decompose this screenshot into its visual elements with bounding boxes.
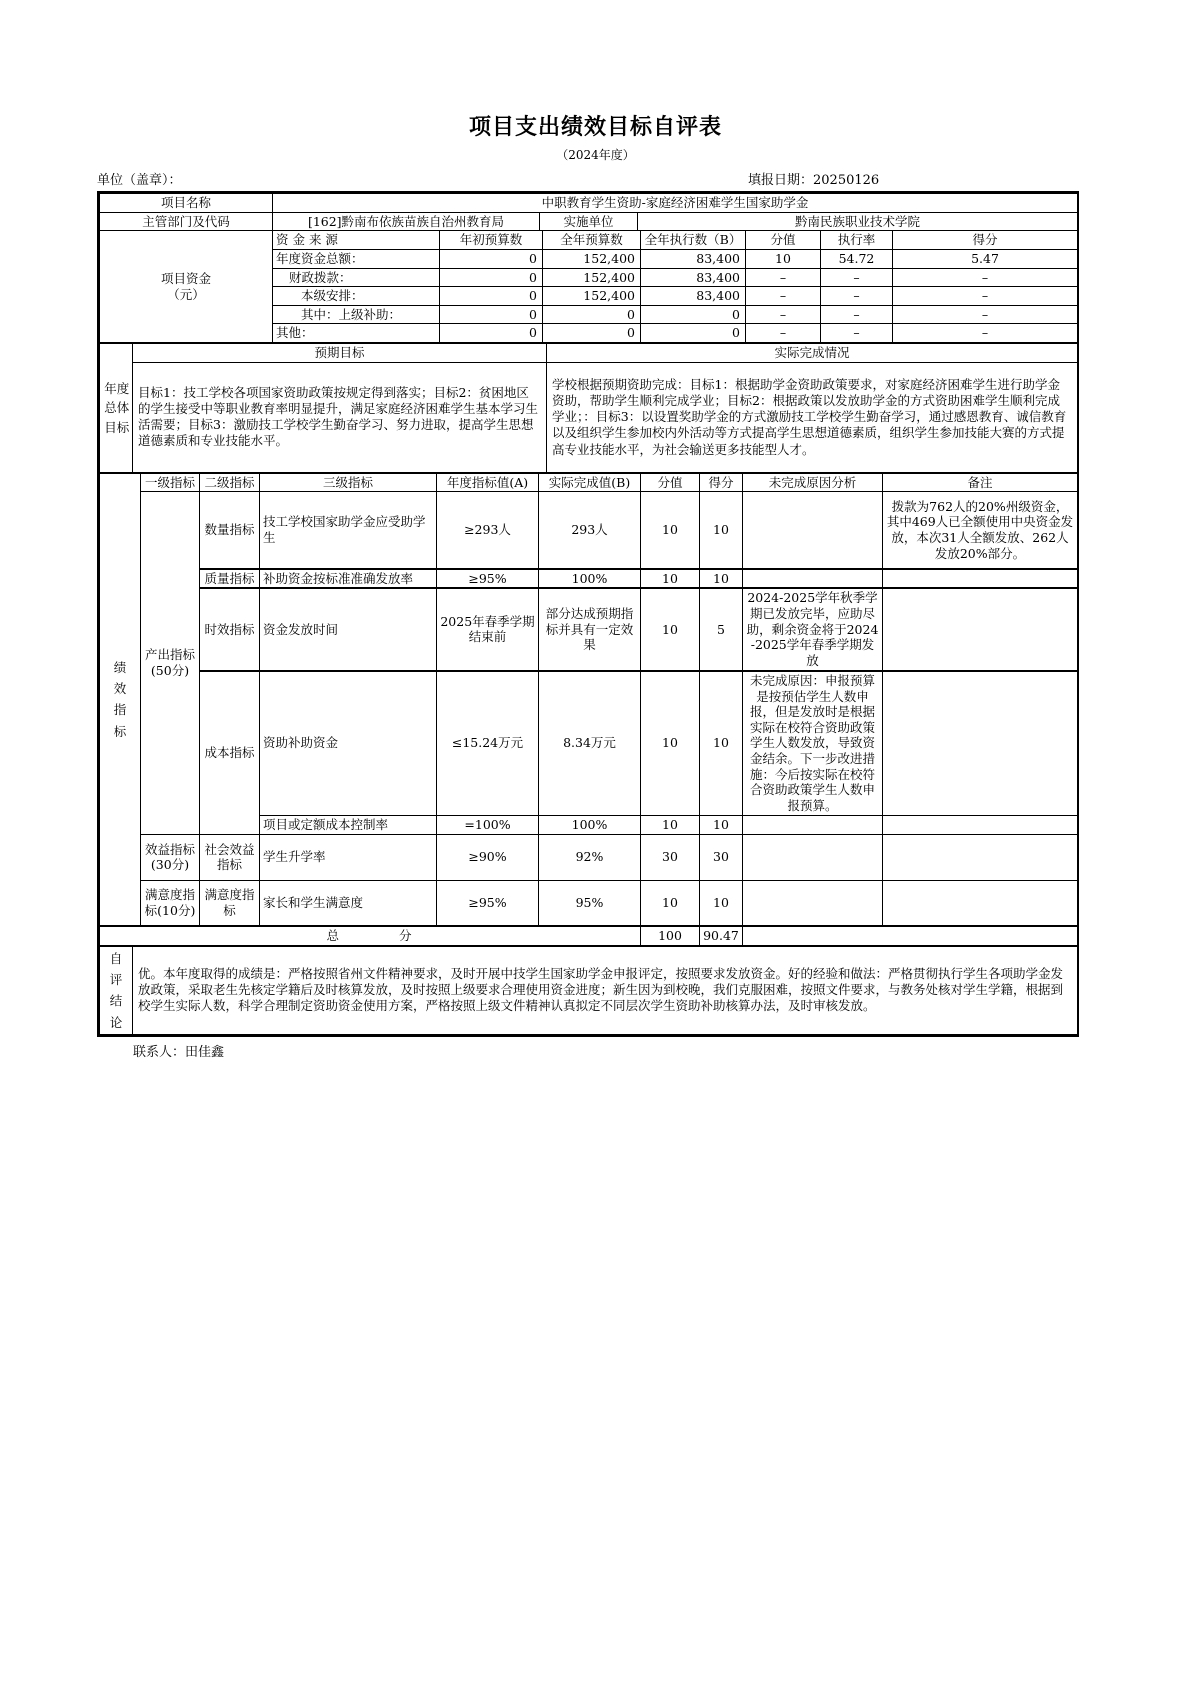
score-cell: 10: [700, 492, 743, 569]
header-target: 年度指标值(A): [437, 473, 539, 492]
actual-cell: 100%: [539, 569, 641, 589]
level3-cell: 项目或定额成本控制率: [260, 816, 437, 835]
funding-initial: 0: [440, 305, 543, 324]
conclusion-text: 优。本年度取得的成绩是：严格按照省州文件精神要求，及时开展中技学生国家助学金申报评定，按照要求发放资金。好的经验和做法：严格贯彻执行学生各项助学金发放政策，采取老生先核定学籍后及时核算发放，及时按照上级要求合理使用资金进度；新生因为到校晚，我们克服困难，按照文件要求，与教务处核对学生学籍，根据到校学生实际人数，科学合理制定资助资金使用方案，严格按照上级文件精神认真拟定不同层次学生资助补助核算办法，及时审核发放。: [133, 946, 1078, 1035]
annual-goals-group-label: [100, 343, 133, 472]
department-label: 主管部门及代码: [100, 212, 273, 231]
actual-cell: 100%: [539, 816, 641, 835]
funding-annual: 0: [543, 324, 641, 343]
target-cell: ≥95%: [437, 880, 539, 926]
page-subtitle: （2024年度）: [556, 148, 635, 162]
header-note: 备注: [883, 473, 1078, 492]
reason-cell: [743, 816, 883, 835]
funding-rate: –: [821, 305, 893, 324]
funding-executed: 83,400: [641, 268, 746, 287]
indicators-table: [99, 472, 1078, 946]
funding-rate: –: [821, 287, 893, 306]
score-cell: 10: [700, 816, 743, 835]
funding-score: –: [893, 287, 1078, 306]
header-level2: 二级指标: [200, 473, 260, 492]
expected-goal-text: 目标1：技工学校各项国家资助政策按规定得到落实；目标2：贫困地区的学生接受中等职业教育率明显提升，满足家庭经济困难学生基本学习生活需要；目标3：激励技工学校学生勤奋学习、努力进取，提高学生思想道德素质和专业技能水平。: [133, 362, 547, 472]
annual-goals-group-text: 年度总体目标: [104, 380, 130, 435]
note-cell: [883, 569, 1078, 589]
weight-cell: 10: [641, 588, 700, 670]
funding-weight: –: [746, 287, 821, 306]
weight-cell: 10: [641, 880, 700, 926]
weight-cell: 10: [641, 492, 700, 569]
level3-cell: 技工学校国家助学金应受助学生: [260, 492, 437, 569]
weight-cell: 10: [641, 671, 700, 816]
page-title: 项目支出绩效目标自评表: [468, 115, 722, 140]
reason-cell: [743, 834, 883, 880]
funding-executed: 83,400: [641, 249, 746, 268]
funding-annual: 152,400: [543, 268, 641, 287]
weight-cell: 10: [641, 569, 700, 589]
indicators-group-text: 绩效指标: [113, 659, 127, 739]
level1-satisfaction: 满意度指标(10分): [141, 880, 200, 926]
indicator-row: [100, 671, 1078, 816]
header-reason: 未完成原因分析: [743, 473, 883, 492]
funding-score: 5.47: [893, 249, 1078, 268]
level3-cell: 学生升学率: [260, 834, 437, 880]
weight-cell: 10: [641, 816, 700, 835]
funding-score: –: [893, 305, 1078, 324]
note-cell: [883, 816, 1078, 835]
total-empty-cell: [743, 926, 1078, 945]
funding-executed: 83,400: [641, 287, 746, 306]
target-cell: ≥90%: [437, 834, 539, 880]
funding-rate: –: [821, 268, 893, 287]
header-level3: 三级指标: [260, 473, 437, 492]
level2-cell: 成本指标: [200, 671, 260, 835]
target-cell: ≤15.24万元: [437, 671, 539, 816]
level3-cell: 补助资金按标准准确发放率: [260, 569, 437, 589]
conclusion-group-text: 自评结论: [109, 950, 123, 1030]
unit-seal-label: 单位（盖章）：: [97, 173, 182, 188]
funding-header-score: 得分: [893, 231, 1078, 250]
funding-header-executed: 全年执行数（B）: [641, 231, 746, 250]
indicators-group-label: [100, 473, 141, 927]
level1-benefit: 效益指标(30分): [141, 834, 200, 880]
level3-cell: 资金发放时间: [260, 588, 437, 670]
implementing-unit-value: 黔南民族职业技术学院: [638, 212, 1078, 231]
funding-header-weight: 分值: [746, 231, 821, 250]
conclusion-table: [99, 945, 1078, 1035]
funding-initial: 0: [440, 287, 543, 306]
indicator-row: [100, 588, 1078, 670]
funding-executed: 0: [641, 324, 746, 343]
actual-cell: 92%: [539, 834, 641, 880]
actual-cell: 部分达成预期指标并具有一定效果: [539, 588, 641, 670]
score-cell: 10: [700, 569, 743, 589]
funding-initial: 0: [440, 324, 543, 343]
funding-source: 本级安排：: [273, 287, 440, 306]
reason-cell: [743, 880, 883, 926]
funding-table: [99, 230, 1078, 343]
total-label: 总 分: [100, 926, 641, 945]
note-cell: [883, 588, 1078, 670]
score-cell: 30: [700, 834, 743, 880]
actual-completion-header: 实际完成情况: [547, 343, 1078, 362]
funding-header-annual: 全年预算数: [543, 231, 641, 250]
funding-group-label-line2: （元）: [167, 286, 205, 302]
header-weight: 分值: [641, 473, 700, 492]
indicator-row: [100, 492, 1078, 569]
level2-cell: 数量指标: [200, 492, 260, 569]
total-row: [100, 926, 1078, 945]
indicator-row: [100, 880, 1078, 926]
total-score: 90.47: [700, 926, 743, 945]
funding-rate: –: [821, 324, 893, 343]
level3-cell: 家长和学生满意度: [260, 880, 437, 926]
level2-cell: 时效指标: [200, 588, 260, 670]
note-cell: 拨款为762人的20%州级资金，其中469人已全额使用中央资金发放，本次31人全额发放、262人发放20%部分。: [883, 492, 1078, 569]
target-cell: =100%: [437, 816, 539, 835]
annual-goals-table: [99, 342, 1078, 473]
target-cell: 2025年春季学期结束前: [437, 588, 539, 670]
header-score: 得分: [700, 473, 743, 492]
level2-cell: 质量指标: [200, 569, 260, 589]
funding-annual: 152,400: [543, 287, 641, 306]
actual-cell: 95%: [539, 880, 641, 926]
funding-initial: 0: [440, 268, 543, 287]
reason-cell: [743, 492, 883, 569]
level2-cell: 社会效益指标: [200, 834, 260, 880]
funding-group-label: [100, 231, 273, 343]
actual-cell: 293人: [539, 492, 641, 569]
note-cell: [883, 834, 1078, 880]
funding-weight: 10: [746, 249, 821, 268]
funding-header-source: 资 金 来 源: [273, 231, 440, 250]
funding-initial: 0: [440, 249, 543, 268]
form-table: [97, 191, 1079, 1037]
level1-output: 产出指标(50分): [141, 492, 200, 834]
project-name-label: 项目名称: [100, 194, 273, 213]
funding-annual: 152,400: [543, 249, 641, 268]
actual-cell: 8.34万元: [539, 671, 641, 816]
indicator-row: [100, 569, 1078, 589]
funding-score: –: [893, 268, 1078, 287]
project-name-value: 中职教育学生资助-家庭经济困难学生国家助学金: [273, 194, 1078, 213]
funding-rate: 54.72: [821, 249, 893, 268]
funding-group-label-line1: 项目资金: [160, 271, 211, 286]
reason-cell: 2024-2025学年秋季学期已发放完毕，应助尽助，剩余资金将于2024-2025学年春季学期发放: [743, 588, 883, 670]
funding-score: –: [893, 324, 1078, 343]
target-cell: ≥95%: [437, 569, 539, 589]
reason-cell: 未完成原因：申报预算是按预估学生人数申报，但是发放时是根据实际在校符合资助政策学生人数发放，导致资金结余。下一步改进措施：今后按实际在校符合资助政策学生人数申报预算。: [743, 671, 883, 816]
expected-goal-header: 预期目标: [133, 343, 547, 362]
funding-header-initial: 年初预算数: [440, 231, 543, 250]
actual-completion-text: 学校根据预期资助完成：目标1：根据助学金资助政策要求，对家庭经济困难学生进行助学金资助，帮助学生顺利完成学业；目标2：根据政策以发放助学金的方式资助困难学生顺利完成学业；：目标3：以设置奖助学金的方式激励技工学校学生勤奋学习，通过感恩教育、诚信教育以及组织学生参加校内外活动等方式提高学生思想道德素质，组织学生参加技能大赛的方式提高专业技能水平，为社会输送更多技能型人才。: [547, 362, 1078, 472]
total-weight: 100: [641, 926, 700, 945]
conclusion-group-label: [100, 946, 133, 1035]
level3-cell: 资助补助资金: [260, 671, 437, 816]
funding-annual: 0: [543, 305, 641, 324]
funding-executed: 0: [641, 305, 746, 324]
level2-cell: 满意度指标: [200, 880, 260, 926]
funding-source: 财政拨款：: [273, 268, 440, 287]
header-actual: 实际完成值(B): [539, 473, 641, 492]
report-date: 填报日期：20250126: [748, 173, 880, 188]
department-value: [162]黔南布依族苗族自治州教育局: [273, 212, 540, 231]
funding-source: 年度资金总额：: [273, 249, 440, 268]
funding-weight: –: [746, 305, 821, 324]
score-cell: 10: [700, 671, 743, 816]
contact-person: 联系人：田佳鑫: [133, 1044, 225, 1060]
reason-cell: [743, 569, 883, 589]
note-cell: [883, 671, 1078, 816]
weight-cell: 30: [641, 834, 700, 880]
funding-weight: –: [746, 324, 821, 343]
score-cell: 5: [700, 588, 743, 670]
target-cell: ≥293人: [437, 492, 539, 569]
score-cell: 10: [700, 880, 743, 926]
note-cell: [883, 880, 1078, 926]
implementing-unit-label: 实施单位: [540, 212, 638, 231]
funding-source: 其他：: [273, 324, 440, 343]
funding-weight: –: [746, 268, 821, 287]
indicator-row: [100, 834, 1078, 880]
funding-header-rate: 执行率: [821, 231, 893, 250]
funding-source: 其中：上级补助：: [273, 305, 440, 324]
header-level1: 一级指标: [141, 473, 200, 492]
project-info-table: [99, 193, 1078, 231]
meta-line: [0, 169, 1191, 189]
